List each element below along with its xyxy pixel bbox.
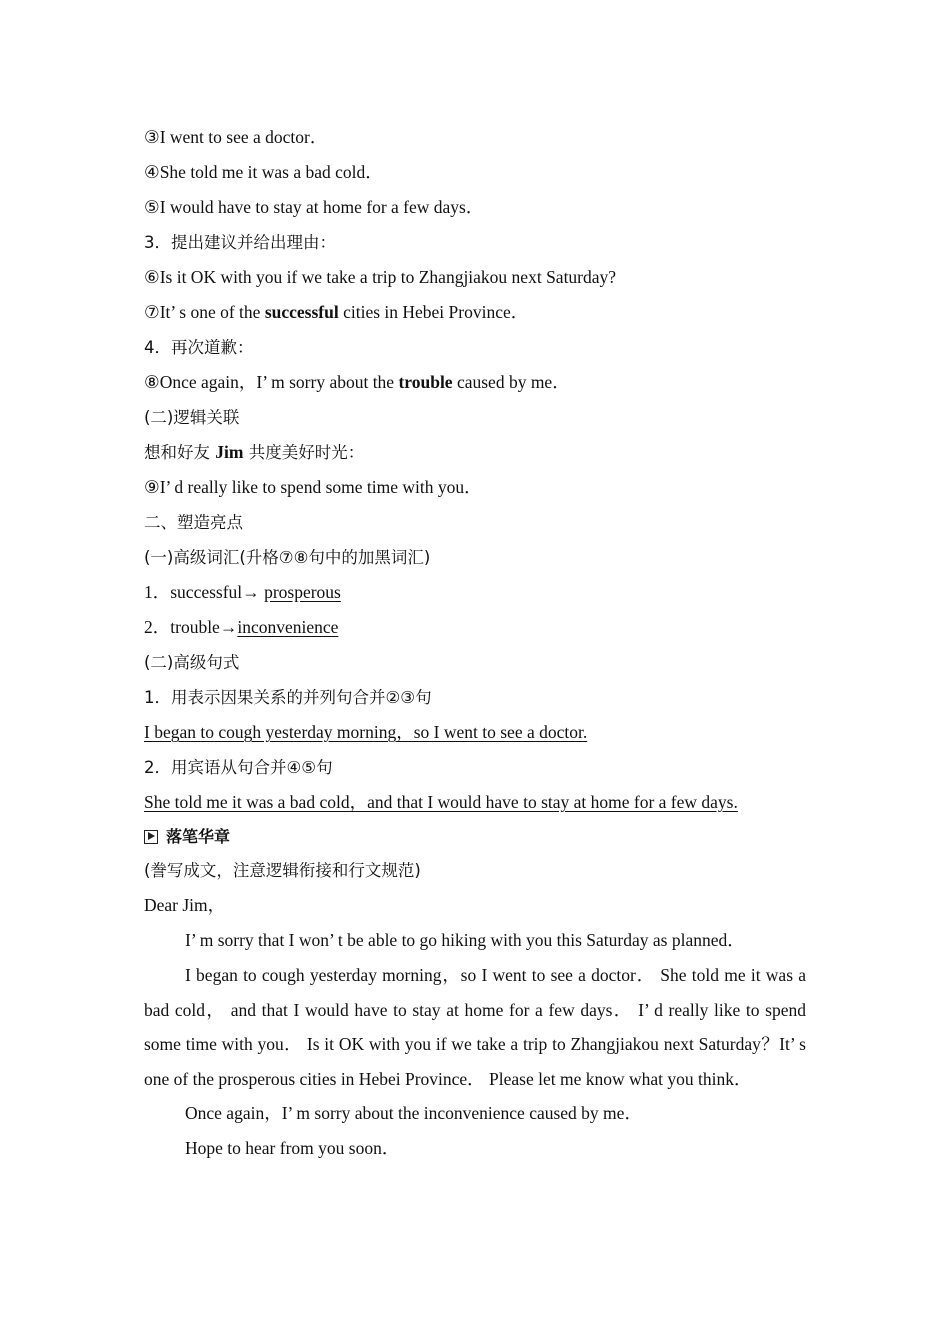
sentence-7-bold-word: successful [264, 302, 339, 322]
heading-jim-bold: Jim [215, 442, 244, 462]
sentence-answer-2: She told me it was a bad cold，and that I would have to stay at home for a few days. [144, 792, 738, 812]
sentence-8-pre: ⑧Once again，I’ m sorry about the [144, 372, 399, 392]
sentence-7-post: cities in Hebei Province． [338, 302, 529, 322]
sentence-9: ⑨I’ d really like to spend some time with you． [144, 477, 482, 497]
letter-paragraph-3: Once again，I’ m sorry about the inconvenience caused by me． [185, 1103, 642, 1124]
sentence-6: ⑥Is it OK with you if we take a trip to Zhangjiakou next Saturday? [144, 267, 617, 287]
letter-paragraph-1: I’ m sorry that I won’ t be able to go hiking with you this Saturday as planned． [185, 930, 745, 950]
sentence-8 [144, 365, 806, 400]
section-title: 落笔华章 [166, 827, 231, 846]
document-page [144, 120, 806, 1166]
heading-sentence-patterns: (二)高级句式 [144, 653, 240, 672]
vocab-item-1-answer: prosperous [264, 582, 341, 602]
letter-paragraph-2: I began to cough yesterday morning，so I went to see a doctor． She told me it was a bad cold， and that I would have to stay at home for a few days． I’ d really like to spend some time with you． Is it OK with you if we take a trip to Zhangjiakou next Saturday？It’ s one of the prosperous cities in Hebei Province． Please let me know what you think． [144, 965, 806, 1089]
vocab-item-2-answer: inconvenience [237, 617, 339, 637]
sentence-answer-1: I began to cough yesterday morning，so I went to see a doctor. [144, 722, 588, 742]
vocab-item-1-prompt: 1．successful→ [144, 582, 265, 602]
sentence-3: ③I went to see a doctor． [144, 127, 328, 147]
vocab-item-2-prompt: 2．trouble→ [144, 617, 238, 637]
heading-jim-post: 共度美好时光： [243, 443, 365, 462]
sentence-8-bold-word: trouble [398, 372, 453, 392]
letter-paragraph-4: Hope to hear from you soon． [185, 1138, 400, 1159]
heading-logic: (二)逻辑关联 [144, 408, 240, 427]
sentence-5: ⑤I would have to stay at home for a few days． [144, 197, 484, 217]
letter-greeting: Dear Jim， [144, 895, 226, 915]
vocab-item-2 [144, 610, 806, 645]
section-header [144, 820, 806, 853]
play-triangle-icon [144, 830, 158, 844]
sentence-8-post: caused by me． [452, 372, 570, 392]
writing-note: (誊写成文，注意逻辑衔接和行文规范) [144, 861, 421, 880]
heading-suggestion: 3．提出建议并给出理由： [144, 233, 336, 252]
heading-highlights: 二、塑造亮点 [144, 513, 243, 532]
heading-jim-pre: 想和好友 [144, 443, 216, 462]
sentence-7 [144, 295, 806, 330]
sentence-4: ④She told me it was a bad cold． [144, 162, 383, 182]
heading-vocab: (一)高级词汇(升格⑦⑧句中的加黑词汇) [144, 548, 431, 567]
sentence-task-2: 2．用宾语从句合并④⑤句 [144, 758, 333, 777]
heading-apologize: 4．再次道歉： [144, 338, 254, 357]
heading-jim [144, 435, 806, 470]
vocab-item-1 [144, 575, 806, 610]
sentence-task-1: 1．用表示因果关系的并列句合并②③句 [144, 688, 432, 707]
sentence-7-pre: ⑦It’ s one of the [144, 302, 265, 322]
